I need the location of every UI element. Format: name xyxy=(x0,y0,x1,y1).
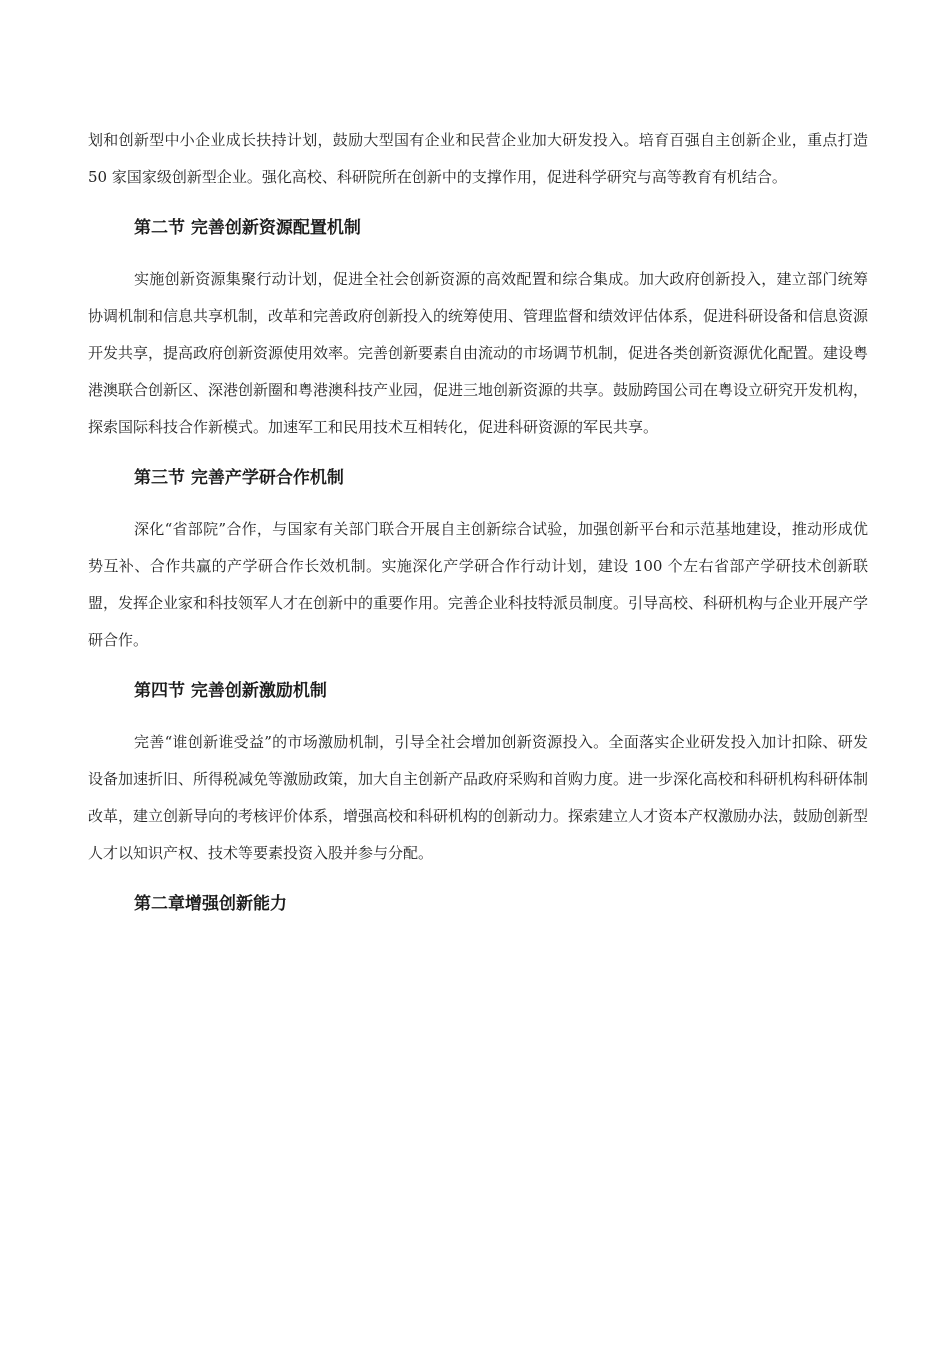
document-body xyxy=(88,122,868,916)
section-paragraph-4: 完善“谁创新谁受益”的市场激励机制，引导全社会增加创新资源投入。全面落实企业研发投入加计扣除、研发设备加速折旧、所得税减免等激励政策，加大自主创新产品政府采购和首购力度。进一步深化高校和科研机构科研体制改革，建立创新导向的考核评价体系，增强高校和科研机构的创新动力。探索建立人才资本产权激励办法，鼓励创新型人才以知识产权、技术等要素投资入股并参与分配。 xyxy=(88,733,869,862)
chapter-heading: 第二章增强创新能力 xyxy=(134,894,287,914)
section-heading-2: 第二节 完善创新资源配置机制 xyxy=(134,218,361,238)
section-heading-3: 第三节 完善产学研合作机制 xyxy=(134,468,344,488)
section-heading-4: 第四节 完善创新激励机制 xyxy=(134,681,327,701)
section-paragraph-2: 实施创新资源集聚行动计划，促进全社会创新资源的高效配置和综合集成。加大政府创新投入，建立部门统筹协调机制和信息共享机制，改革和完善政府创新投入的统筹使用、管理监督和绩效评估体系，促进科研设备和信息资源开发共享，提高政府创新资源使用效率。完善创新要素自由流动的市场调节机制，促进各类创新资源优化配置。建设粤港澳联合创新区、深港创新圈和粤港澳科技产业园，促进三地创新资源的共享。鼓励跨国公司在粤设立研究开发机构，探索国际科技合作新模式。加速军工和民用技术互相转化，促进科研资源的军民共享。 xyxy=(88,270,869,436)
intro-paragraph: 划和创新型中小企业成长扶持计划，鼓励大型国有企业和民营企业加大研发投入。培育百强自主创新企业，重点打造 50 家国家级创新型企业。强化高校、科研院所在创新中的支撑作用，促进科学研究与高等教育有机结合。 xyxy=(88,131,868,186)
section-paragraph-3: 深化“省部院”合作，与国家有关部门联合开展自主创新综合试验，加强创新平台和示范基地建设，推动形成优势互补、合作共赢的产学研合作长效机制。实施深化产学研合作行动计划，建设 100 个左右省部产学研技术创新联盟，发挥企业家和科技领军人才在创新中的重要作用。完善企业科技特派员制度。引导高校、科研机构与企业开展产学研合作。 xyxy=(88,520,869,649)
